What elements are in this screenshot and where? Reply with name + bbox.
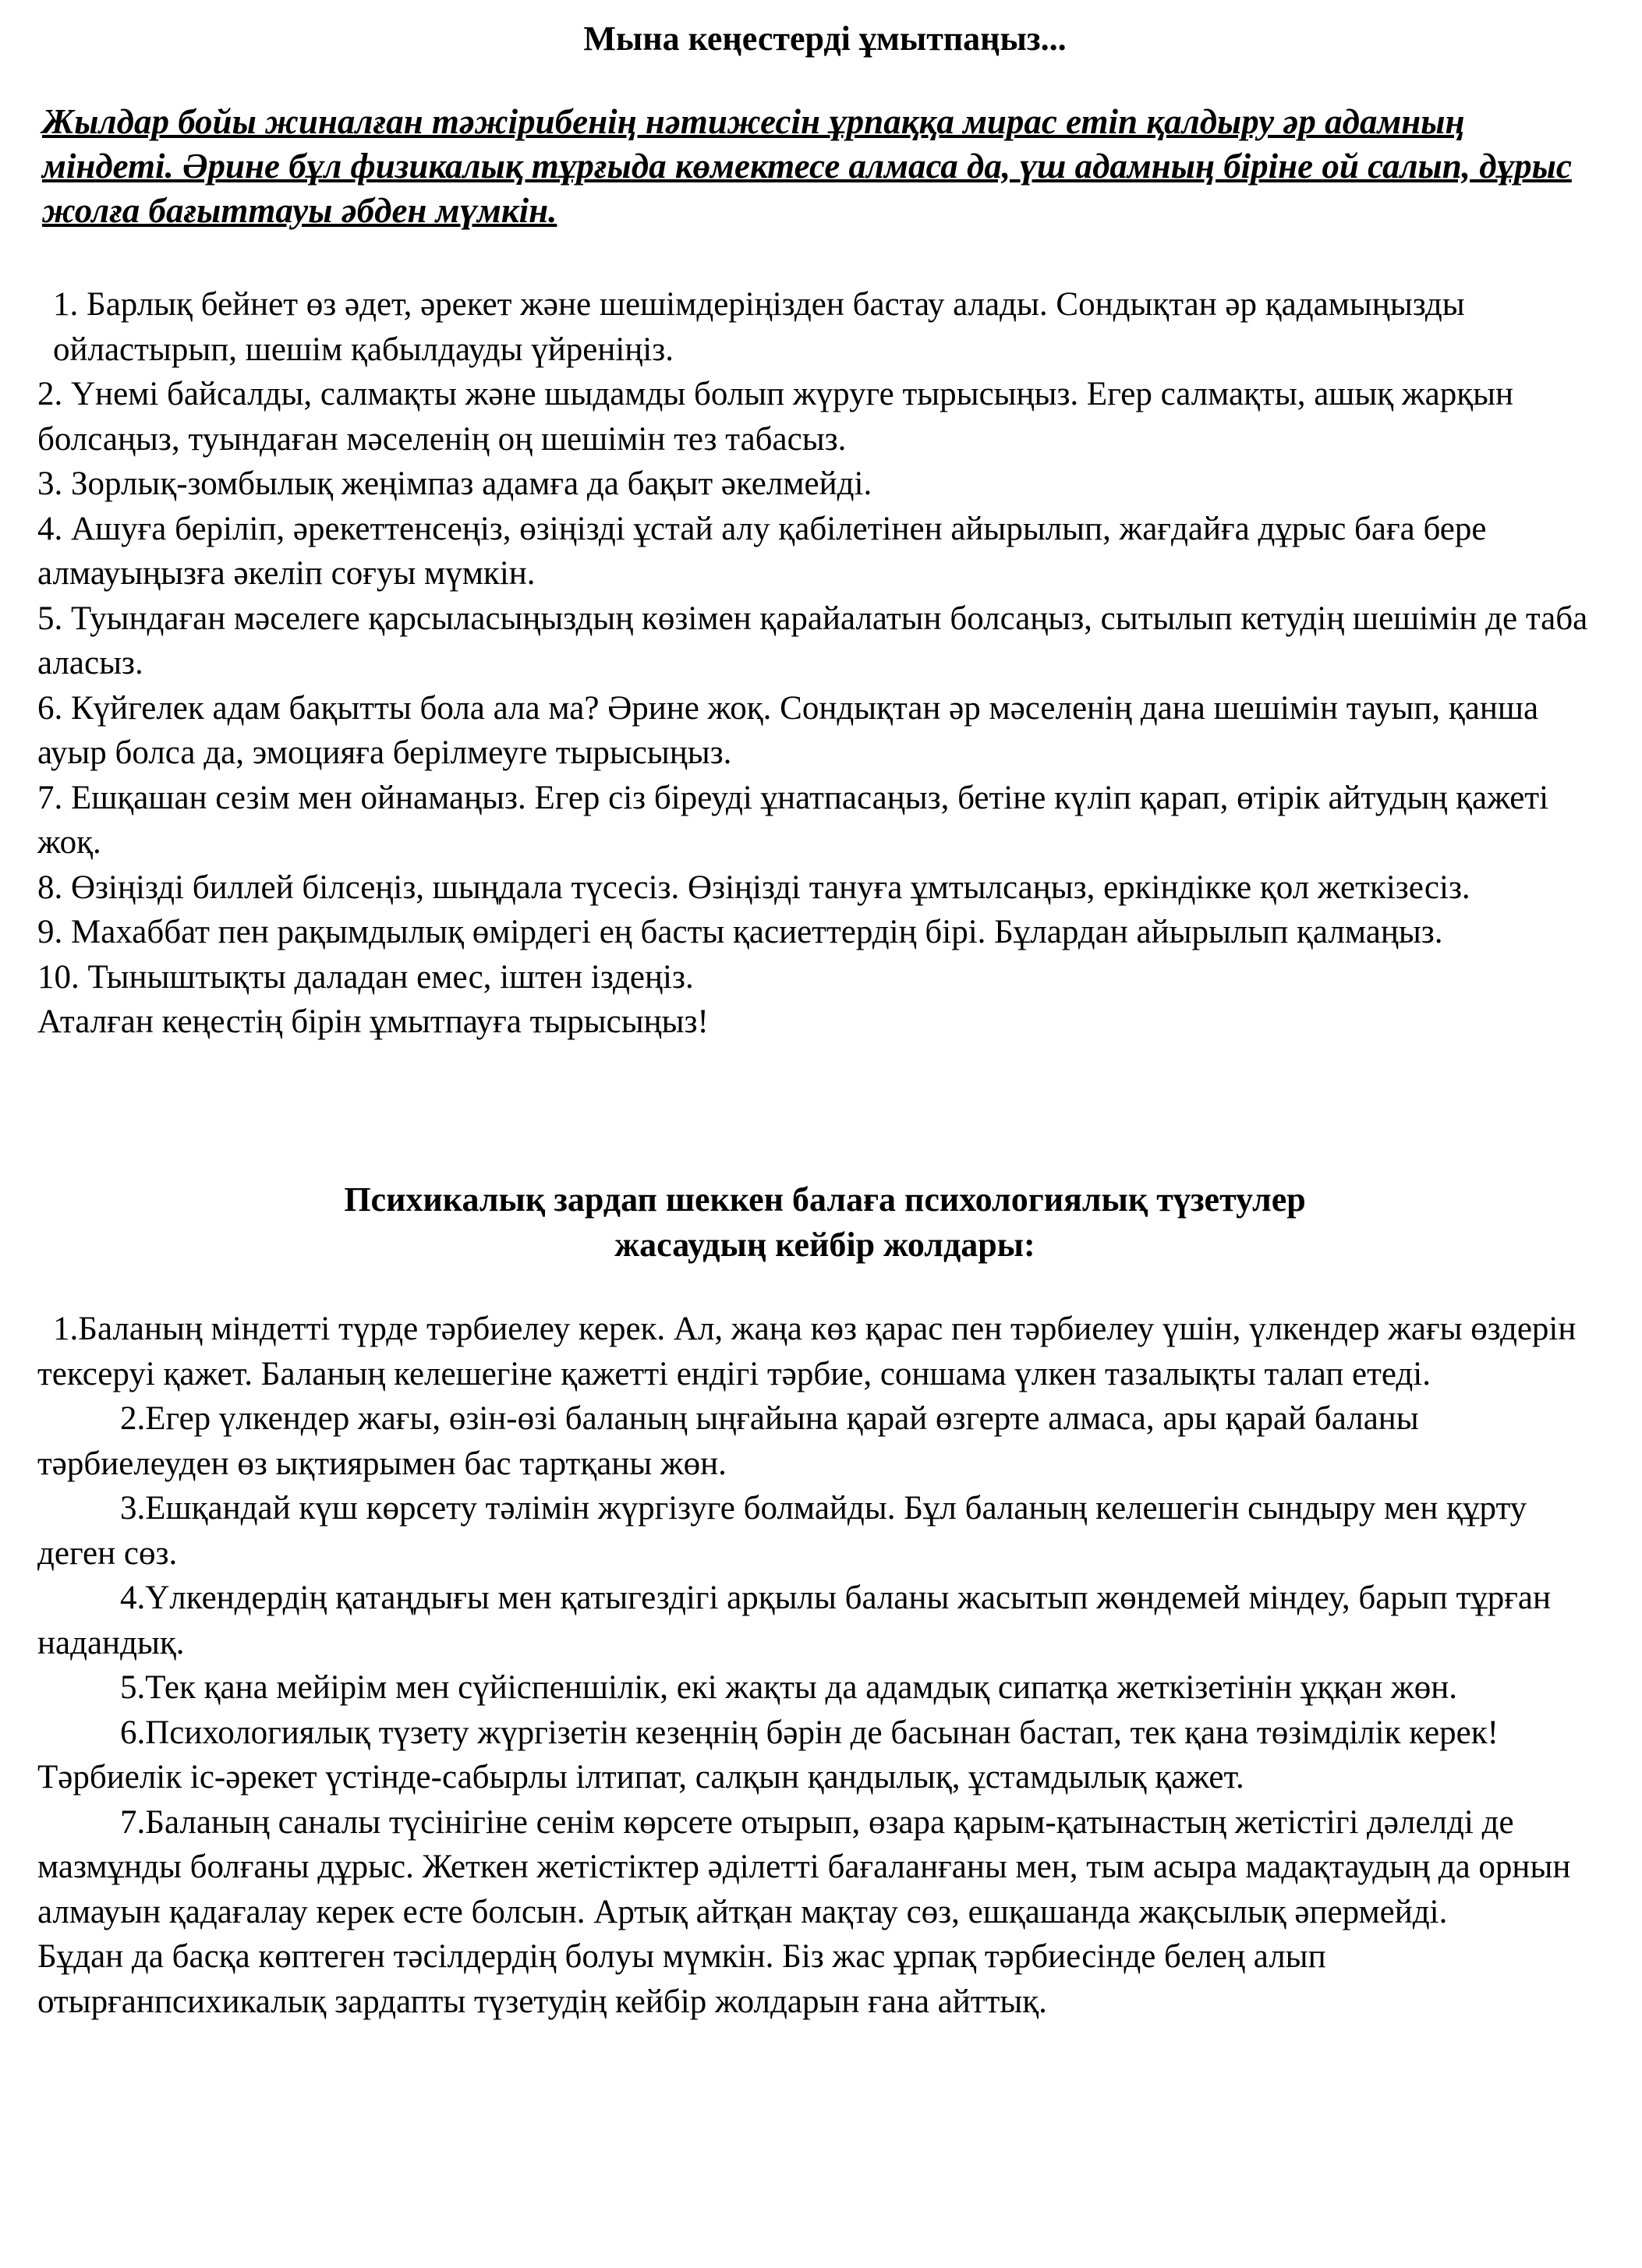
advice-list — [37, 282, 1612, 1045]
method-item: 6.Психологиялық түзету жүргізетін кезеңнің бәрін де басынан бастап, тек қана төзімділік керек! Тәрбиелік іс-әрекет үстінде-сабырлы ілтипат, салқын қандылық, ұстамдылық қажет. — [37, 1714, 1499, 1796]
methods-list — [37, 1307, 1612, 2024]
section2-title — [37, 1177, 1612, 1268]
advice-item: 3. Зорлық-зомбылық жеңімпаз адамға да бақыт әкелмейді. — [37, 465, 872, 502]
advice-item: 4. Ашуға беріліп, әрекеттенсеңіз, өзіңізді ұстай алу қабілетінен айырылып, жағдайға дұрыс баға бере алмауыңызға әкеліп соғуы мүмкін. — [37, 510, 1487, 592]
method-item: 5.Тек қана мейірім мен сүйіспеншілік, екі жақты да адамдық сипатқа жеткізетінін ұққан жөн. — [120, 1669, 1458, 1706]
advice-item: 8. Өзіңізді биллей білсеңіз, шыңдала түсесіз. Өзіңізді тануға ұмтылсаңыз, еркіндікке қол жеткізесіз. — [37, 869, 1470, 906]
method-item: 7.Баланың саналы түсінігіне сенім көрсете отырып, өзара қарым-қатынастың жетістігі дәлелді де мазмұнды болғаны дұрыс. Жеткен жетістіктер әділетті бағаланғаны мен, тым асыра мадақтаудың да орнын алмауын қадағалау керек есте болсын. Артық айтқан мақтау сөз, ешқашанда жақсылық әпермейді. — [37, 1803, 1571, 1930]
section2-title-line1: Психикалық зардап шеккен балаға психологиялық түзетулер — [344, 1180, 1306, 1219]
advice-item: 5. Туындаған мәселеге қарсыласыңыздың көзімен қарайалатын болсаңыз, сытылып кетудің шешімін де таба аласыз. — [37, 600, 1588, 681]
advice-item: 7. Ешқашан сезім мен ойнамаңыз. Егер сіз біреуді ұнатпасаңыз, бетіне күліп қарап, өтірік айтудың қажеті жоқ. — [37, 779, 1549, 861]
advice-closing: Аталған кеңестің бірін ұмытпауға тырысыңыз! — [37, 1003, 709, 1040]
method-item: 4.Үлкендердің қатаңдығы мен қатыгездігі арқылы баланы жасытып жөндемей міндеу, барып тұрған надандық. — [37, 1580, 1551, 1661]
section2-title-line2: жасаудың кейбір жолдары: — [614, 1226, 1035, 1264]
method-item: 1.Баланың міндетті түрде тәрбиелеу керек. Ал, жаңа көз қарас пен тәрбиелеу үшін, үлкендер жағы өздерін тексеруі қажет. Баланың келешегіне қажетті ендігі тәрбие, соншама үлкен тазалықты талап етеді. — [37, 1311, 1577, 1392]
method-item: 2.Егер үлкендер жағы, өзін-өзі баланың ыңғайына қарай өзгерте алмаса, ары қарай баланы тәрбиелеуден өз ықтиярымен бас тартқаны жөн. — [37, 1400, 1419, 1482]
methods-closing: Бұдан да басқа көптеген тәсілдердің болуы мүмкін. Біз жас ұрпақ тәрбиесінде белең алып отырғанпсихикалық зардапты түзетудің кейбір жолдарын ғана айттық. — [37, 1938, 1326, 2020]
advice-item: 10. Тыныштықты даладан емес, іштен іздеңіз. — [37, 958, 694, 996]
advice-item: 6. Күйгелек адам бақытты бола ала ма? Әрине жоқ. Сондықтан әр мәселенің дана шешімін тауып, қанша ауыр болса да, эмоцияға берілмеуге тырысыңыз. — [37, 689, 1539, 771]
method-item: 3.Ешқандай күш көрсету тәлімін жүргізуге болмайды. Бұл баланың келешегін сындыру мен құрту деген сөз. — [37, 1490, 1527, 1572]
section1-intro: Жылдар бойы жиналған тәжірибенің нәтижесін ұрпаққа мирас етіп қалдыру әр адамның міндеті. Әрине бұл физикалық тұрғыда көмектесе алмаса да, үш адамның біріне ой салып, дұрыс жолға бағыттауы әбден мүмкін. — [42, 102, 1572, 230]
advice-item: 1. Барлық бейнет өз әдет, әрекет және шешімдеріңізден бастау алады. Сондықтан әр қадамыңызды ойластырып, шешім қабылдауды үйреніңіз. — [53, 286, 1465, 368]
advice-item: 2. Үнемі байсалды, салмақты және шыдамды болып жүруге тырысыңыз. Егер салмақты, ашық жарқын болсаңыз, туындаған мәселенің оң шешімін тез табасыз. — [37, 376, 1514, 458]
advice-item: 9. Махаббат пен рақымдылық өмірдегі ең басты қасиеттердің бірі. Бұлардан айырылып қалмаңыз. — [37, 914, 1443, 950]
section1-title: Мына кеңестерді ұмытпаңыз... — [583, 19, 1067, 58]
